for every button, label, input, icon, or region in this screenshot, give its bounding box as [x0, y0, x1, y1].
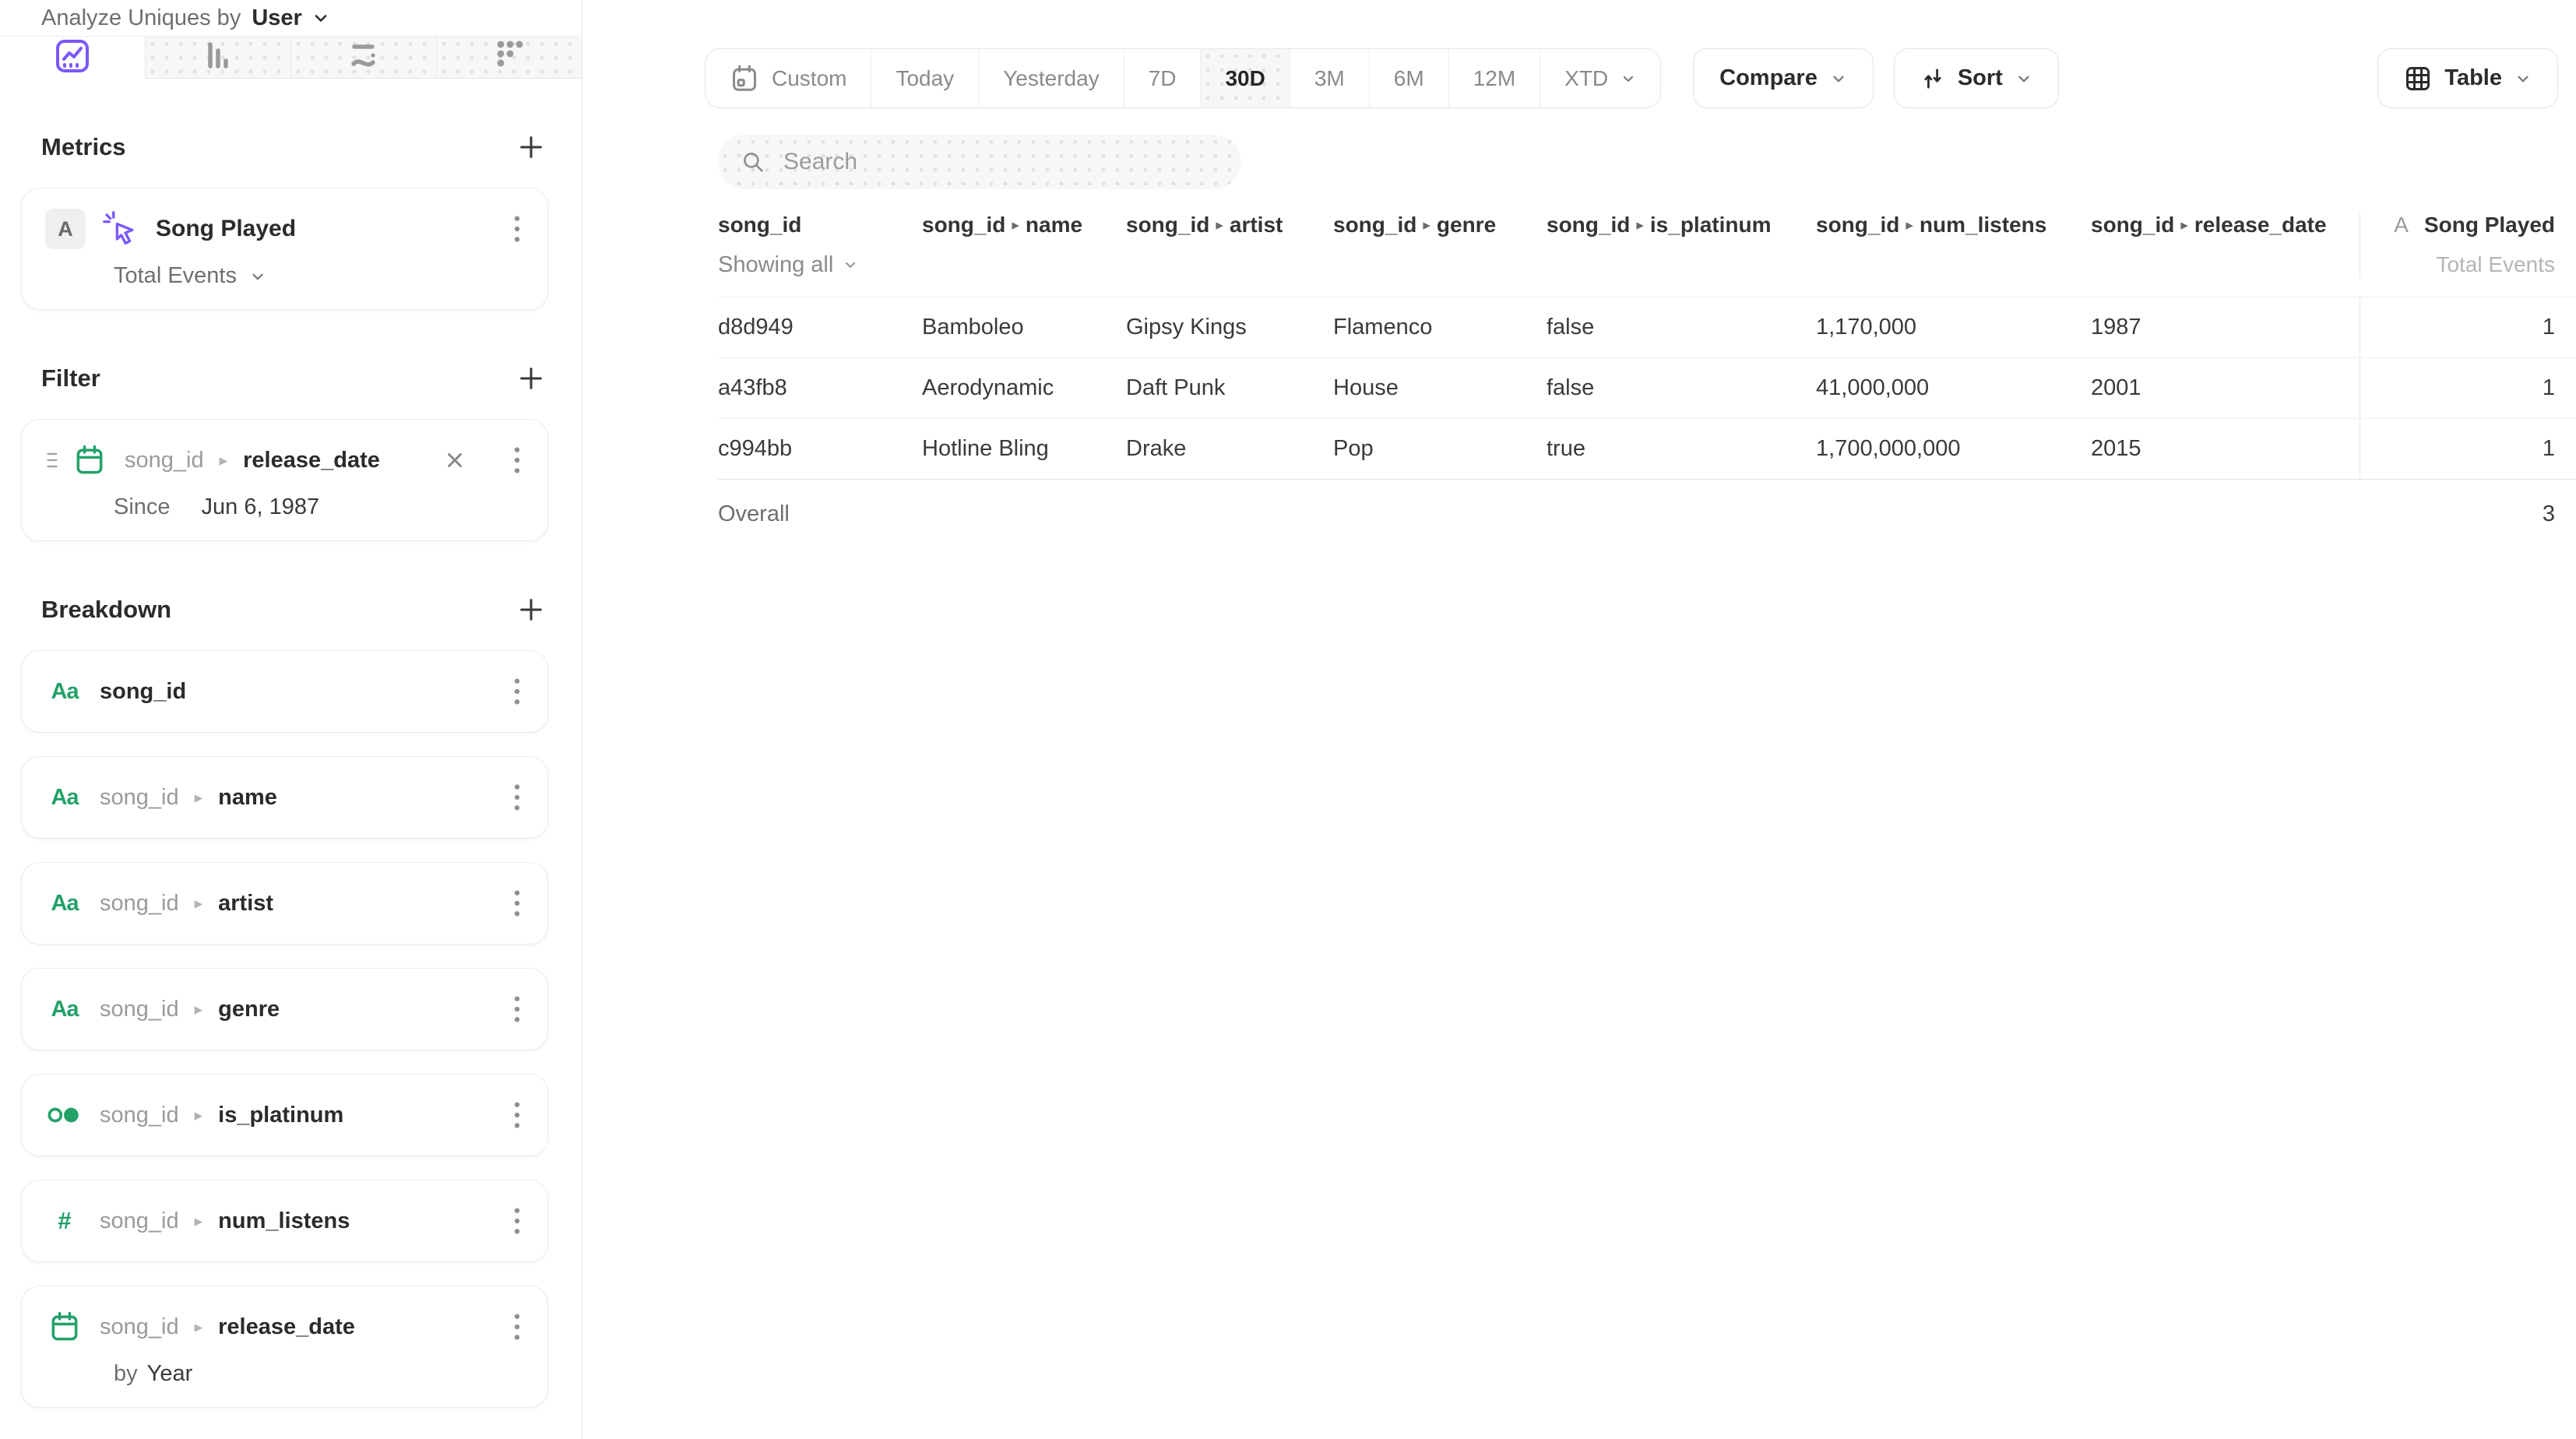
- column-header-artist[interactable]: song_id ▸ artist: [1126, 213, 1333, 278]
- date-range-label: 3M: [1314, 65, 1345, 90]
- overall-label: Overall: [718, 501, 790, 526]
- breakdown-card-name[interactable]: [21, 756, 548, 839]
- filter-section-header: [21, 361, 548, 396]
- breakdown-property-name: release_date: [218, 1314, 355, 1339]
- date-range-label: Yesterday: [1003, 65, 1100, 90]
- add-metric-button[interactable]: [514, 130, 548, 164]
- string-type-icon: Aa: [51, 678, 79, 704]
- property-caret-icon: [195, 1319, 203, 1335]
- overall-metric-value: 3: [2542, 501, 2555, 526]
- tab-bar-chart[interactable]: [145, 37, 290, 79]
- showing-all-dropdown[interactable]: [718, 252, 858, 278]
- cell-song-id: c994bb: [718, 436, 793, 461]
- property-caret-icon: [195, 790, 203, 806]
- filter-kebab-menu[interactable]: [510, 440, 524, 480]
- compare-button[interactable]: [1693, 48, 1874, 108]
- breakdown-property-prefix: song_id: [100, 1208, 179, 1233]
- event-spark-cursor-icon: [101, 210, 140, 248]
- table-row: [718, 419, 2576, 480]
- breakdown-card-num-listens[interactable]: [21, 1180, 548, 1262]
- date-range-picker: [705, 48, 1661, 108]
- tab-retention[interactable]: [436, 37, 582, 79]
- column-header-metric[interactable]: [2360, 213, 2576, 278]
- breakdown-property-prefix: song_id: [100, 1314, 179, 1339]
- cell-genre: Pop: [1333, 436, 1374, 461]
- string-type-icon: Aa: [51, 996, 79, 1022]
- property-caret-icon: [195, 1107, 203, 1124]
- bar-chart-icon: [199, 37, 237, 78]
- tab-flows[interactable]: [290, 37, 436, 79]
- metric-sub-label: Total Events: [2436, 252, 2555, 276]
- breakdown-card-is-platinum[interactable]: [21, 1074, 548, 1156]
- date-range-label: 6M: [1393, 65, 1424, 90]
- flows-icon: [345, 37, 382, 78]
- aggregation-label: Total Events: [114, 263, 237, 288]
- cell-num-listens: 41,000,000: [1816, 375, 1930, 400]
- property-caret-icon: [195, 895, 203, 912]
- view-label: Table: [2444, 65, 2502, 90]
- report-main: [582, 0, 2576, 1439]
- number-type-icon: #: [58, 1207, 72, 1234]
- breakdown-bucketing[interactable]: [45, 1361, 524, 1387]
- date-range-label: Custom: [772, 65, 847, 90]
- breakdown-property-name: is_platinum: [218, 1102, 344, 1128]
- breakdown-card-release-date[interactable]: [21, 1286, 548, 1408]
- sidebar-sections: [0, 79, 582, 1439]
- chevron-down-icon: [1830, 70, 1847, 87]
- filter-title: Filter: [41, 364, 100, 392]
- cell-release-date: 2001: [2091, 375, 2141, 400]
- cell-metric-value: 1: [2360, 419, 2576, 479]
- add-filter-button[interactable]: [514, 361, 548, 396]
- tab-insights[interactable]: [0, 37, 145, 79]
- breakdown-property-name: artist: [218, 890, 274, 916]
- column-header-name[interactable]: song_id ▸ name: [922, 213, 1126, 278]
- showing-all-label: Showing all: [718, 252, 834, 277]
- property-caret-icon: [1012, 218, 1019, 233]
- boolean-type-icon: [45, 1104, 84, 1126]
- results-table: [718, 213, 2576, 548]
- date-range-3m[interactable]: [1290, 49, 1369, 107]
- table-overall-row: [718, 480, 2576, 548]
- chevron-down-icon: [1621, 71, 1636, 86]
- line-chart-icon: [54, 37, 91, 79]
- calendar-icon: [45, 1310, 84, 1344]
- date-range-6m[interactable]: [1369, 49, 1448, 107]
- cell-name: Hotline Bling: [922, 436, 1049, 461]
- bucketing-value: Year: [146, 1361, 193, 1386]
- analyze-header: [0, 0, 582, 36]
- filter-card-row: [45, 440, 524, 480]
- sort-button[interactable]: [1894, 48, 2059, 108]
- breakdown-kebab-menu[interactable]: [510, 1201, 524, 1241]
- property-caret-icon: [1216, 218, 1223, 233]
- breakdown-property-prefix: song_id: [100, 784, 179, 810]
- column-header-num-listens[interactable]: song_id ▸ num_listens: [1816, 213, 2091, 278]
- string-type-icon: Aa: [51, 890, 79, 916]
- breakdown-kebab-menu[interactable]: [510, 1307, 524, 1347]
- breakdown-card-genre[interactable]: [21, 968, 548, 1050]
- breakdown-section-header: [21, 593, 548, 627]
- date-range-today[interactable]: [871, 49, 978, 107]
- cell-genre: Flamenco: [1333, 315, 1433, 340]
- table-search[interactable]: [718, 135, 1241, 189]
- chevron-down-icon: [2015, 70, 2032, 87]
- property-caret-icon: [195, 1001, 203, 1018]
- metric-card-row: [45, 209, 524, 249]
- entity-value: User: [252, 5, 302, 30]
- filter-value: Jun 6, 1987: [201, 494, 320, 519]
- search-input[interactable]: [782, 148, 1219, 176]
- breakdown-property-prefix: song_id: [100, 996, 179, 1022]
- property-caret-icon: [1423, 218, 1431, 233]
- cell-is-platinum: false: [1547, 315, 1595, 340]
- breakdown-property-name: name: [218, 784, 277, 810]
- breakdown-kebab-menu[interactable]: [510, 989, 524, 1029]
- cell-release-date: 1987: [2091, 315, 2141, 340]
- metric-kebab-menu[interactable]: [510, 209, 524, 249]
- metrics-title: Metrics: [41, 133, 126, 160]
- cell-is-platinum: false: [1547, 375, 1595, 400]
- property-caret-icon: [1906, 218, 1913, 233]
- breakdown-title: Breakdown: [41, 596, 172, 623]
- table-grid-icon: [2404, 65, 2432, 93]
- cell-genre: House: [1333, 375, 1399, 400]
- cell-is-platinum: true: [1547, 436, 1585, 461]
- breakdown-property-prefix: song_id: [100, 890, 179, 916]
- date-range-label: 12M: [1473, 65, 1516, 90]
- cell-artist: Drake: [1126, 436, 1187, 461]
- date-range-label: 30D: [1225, 65, 1265, 90]
- date-range-7d[interactable]: [1124, 49, 1201, 107]
- bucketing-label: by: [114, 1361, 138, 1386]
- sort-label: Sort: [1957, 65, 2003, 90]
- breakdown-card-artist[interactable]: [21, 862, 548, 945]
- date-range-xtd[interactable]: [1540, 49, 1660, 107]
- cell-num-listens: 1,170,000: [1816, 315, 1917, 340]
- drag-handle-icon[interactable]: [45, 450, 59, 470]
- table-header-row: [718, 213, 2576, 297]
- add-breakdown-button[interactable]: [514, 593, 548, 627]
- property-caret-icon: [1636, 218, 1644, 233]
- filter-property-prefix: song_id: [125, 447, 204, 473]
- series-letter: A: [2394, 213, 2409, 237]
- cell-name: Aerodynamic: [922, 375, 1054, 400]
- metric-aggregation[interactable]: [45, 263, 524, 289]
- entity-selector[interactable]: [252, 5, 330, 31]
- chevron-down-icon: [2514, 70, 2532, 87]
- breakdown-card-song-id[interactable]: [21, 650, 548, 733]
- filter-condition[interactable]: [45, 494, 524, 520]
- metric-event-name: Song Played: [156, 216, 297, 241]
- date-range-label: 7D: [1148, 65, 1177, 90]
- filter-card[interactable]: [21, 419, 548, 541]
- column-header-is-platinum[interactable]: song_id ▸ is_platinum: [1547, 213, 1816, 278]
- cell-num-listens: 1,700,000,000: [1816, 436, 1961, 461]
- date-range-yesterday[interactable]: [978, 49, 1124, 107]
- breakdown-kebab-menu[interactable]: [510, 883, 524, 924]
- cell-artist: Gipsy Kings: [1126, 315, 1247, 340]
- cell-metric-value: 1: [2360, 358, 2576, 418]
- calendar-icon: [70, 443, 109, 477]
- remove-filter-icon[interactable]: [442, 447, 468, 473]
- cell-artist: Daft Punk: [1126, 375, 1226, 400]
- calendar-icon: [730, 64, 759, 93]
- date-range-label: Today: [896, 65, 955, 90]
- dots-grid-icon: [491, 37, 528, 78]
- query-builder-sidebar: [0, 0, 582, 1439]
- breakdown-kebab-menu[interactable]: [510, 671, 524, 712]
- cell-release-date: 2015: [2091, 436, 2141, 461]
- breakdown-property-name: song_id: [100, 678, 187, 704]
- column-header-song-id[interactable]: [718, 213, 922, 278]
- date-range-30d[interactable]: [1200, 49, 1289, 107]
- analyze-label: Analyze Uniques by: [41, 5, 241, 30]
- search-icon: [740, 149, 766, 175]
- table-row: [718, 297, 2576, 358]
- cell-song-id: d8d949: [718, 315, 794, 340]
- chevron-down-icon: [843, 257, 858, 273]
- breakdown-property-prefix: song_id: [100, 1102, 179, 1128]
- chevron-down-icon: [311, 9, 330, 27]
- cell-song-id: a43fb8: [718, 375, 787, 400]
- date-range-custom[interactable]: [706, 49, 871, 107]
- breakdown-kebab-menu[interactable]: [510, 777, 524, 818]
- chevron-down-icon: [249, 268, 266, 285]
- sort-arrows-icon: [1920, 66, 1945, 91]
- cell-name: Bamboleo: [922, 315, 1024, 340]
- date-range-label: XTD: [1564, 65, 1609, 90]
- column-header-genre[interactable]: song_id ▸ genre: [1333, 213, 1547, 278]
- series-letter-badge: A: [45, 209, 86, 249]
- breakdown-property-name: num_listens: [218, 1208, 350, 1233]
- breakdown-property-name: genre: [218, 996, 280, 1022]
- property-caret-icon: [2180, 218, 2188, 233]
- visualization-tab-strip: [0, 36, 582, 79]
- report-toolbar: [582, 0, 2576, 108]
- breakdown-kebab-menu[interactable]: [510, 1095, 524, 1135]
- filter-operator: Since: [114, 494, 171, 519]
- table-row: [718, 358, 2576, 419]
- property-caret-icon: [195, 1213, 203, 1230]
- property-caret-icon: [220, 452, 228, 469]
- view-selector-button[interactable]: [2377, 48, 2558, 108]
- compare-label: Compare: [1719, 65, 1818, 90]
- metrics-section-header: [21, 130, 548, 164]
- cell-metric-value: 1: [2360, 297, 2576, 357]
- date-range-12m[interactable]: [1448, 49, 1540, 107]
- report-body: [582, 108, 2576, 548]
- filter-property-name: release_date: [243, 447, 380, 473]
- column-header-release-date[interactable]: song_id ▸ release_date: [2091, 213, 2360, 278]
- metric-name: Song Played: [2423, 213, 2555, 237]
- string-type-icon: Aa: [51, 784, 79, 810]
- metric-card[interactable]: [21, 188, 548, 310]
- column-label: song_id: [718, 213, 802, 237]
